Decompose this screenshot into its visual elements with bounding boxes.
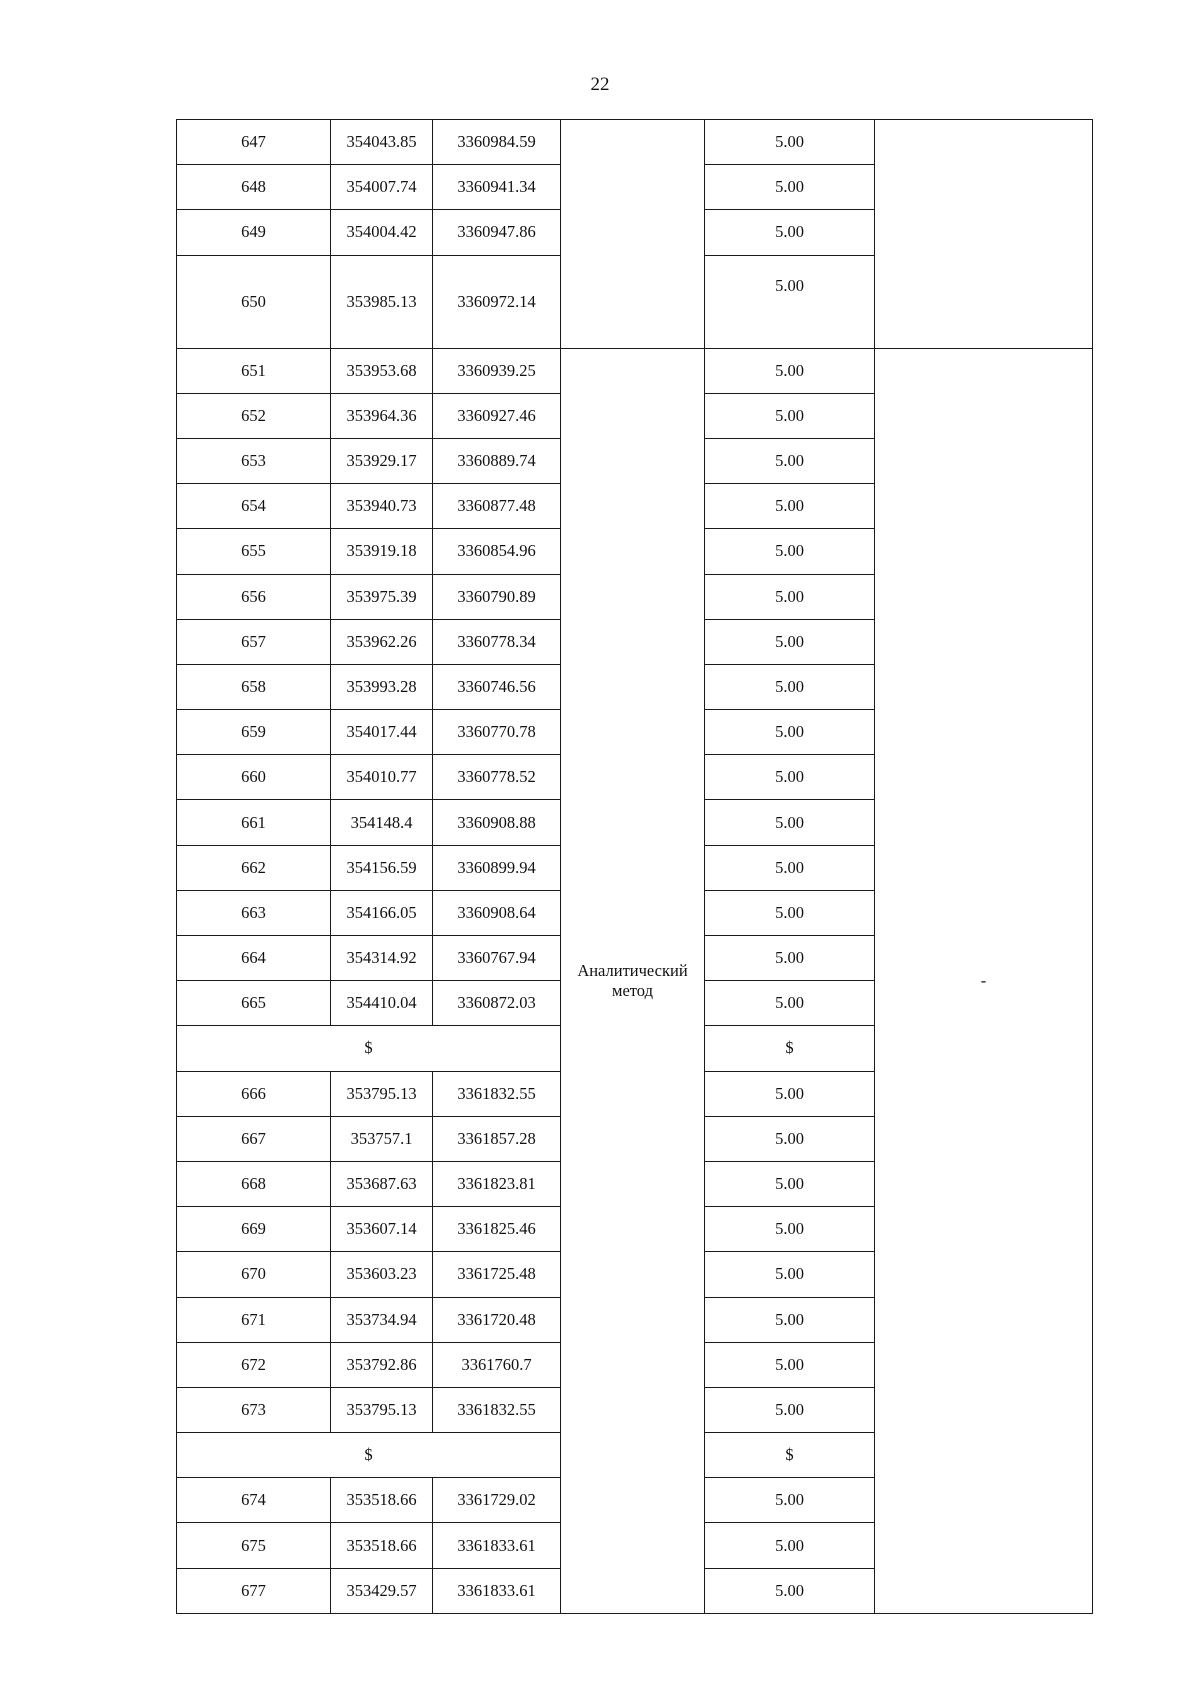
separator-cell: $ [177, 1433, 561, 1478]
point-number-cell: 657 [177, 619, 331, 664]
x-coordinate-cell: 354148.4 [331, 800, 433, 845]
coordinates-table [176, 119, 1093, 1614]
x-coordinate-cell: 353687.63 [331, 1161, 433, 1206]
x-coordinate-cell: 353953.68 [331, 348, 433, 393]
point-number-cell: 660 [177, 755, 331, 800]
y-coordinate-cell: 3360984.59 [433, 120, 561, 165]
value-cell: 5.00 [705, 348, 875, 393]
y-coordinate-cell: 3360872.03 [433, 981, 561, 1026]
value-cell: 5.00 [705, 165, 875, 210]
point-number-cell: 652 [177, 393, 331, 438]
value-cell: 5.00 [705, 1342, 875, 1387]
x-coordinate-cell: 354166.05 [331, 890, 433, 935]
value-cell: 5.00 [705, 1568, 875, 1613]
value-cell: 5.00 [705, 484, 875, 529]
separator-value-cell: $ [705, 1026, 875, 1071]
y-coordinate-cell: 3360778.34 [433, 619, 561, 664]
point-number-cell: 653 [177, 438, 331, 483]
point-number-cell: 648 [177, 165, 331, 210]
point-number-cell: 664 [177, 936, 331, 981]
x-coordinate-cell: 354004.42 [331, 210, 433, 255]
value-cell: 5.00 [705, 1071, 875, 1116]
value-cell: 5.00 [705, 755, 875, 800]
x-coordinate-cell: 353962.26 [331, 619, 433, 664]
x-coordinate-cell: 354017.44 [331, 710, 433, 755]
point-number-cell: 654 [177, 484, 331, 529]
y-coordinate-cell: 3360746.56 [433, 664, 561, 709]
separator-value-cell: $ [705, 1433, 875, 1478]
y-coordinate-cell: 3360767.94 [433, 936, 561, 981]
point-number-cell: 668 [177, 1161, 331, 1206]
value-cell: 5.00 [705, 1116, 875, 1161]
y-coordinate-cell: 3360908.64 [433, 890, 561, 935]
note-cell-empty [875, 120, 1093, 349]
method-cell-empty [561, 120, 705, 349]
y-coordinate-cell: 3361725.48 [433, 1252, 561, 1297]
point-number-cell: 658 [177, 664, 331, 709]
value-cell: 5.00 [705, 936, 875, 981]
y-coordinate-cell: 3360854.96 [433, 529, 561, 574]
point-number-cell: 659 [177, 710, 331, 755]
note-cell-dash: - [875, 348, 1093, 1613]
coordinates-table-container [176, 119, 1092, 1614]
point-number-cell: 651 [177, 348, 331, 393]
point-number-cell: 666 [177, 1071, 331, 1116]
y-coordinate-cell: 3361729.02 [433, 1478, 561, 1523]
x-coordinate-cell: 353975.39 [331, 574, 433, 619]
x-coordinate-cell: 353757.1 [331, 1116, 433, 1161]
y-coordinate-cell: 3361833.61 [433, 1523, 561, 1568]
point-number-cell: 650 [177, 255, 331, 348]
value-cell: 5.00 [705, 255, 875, 348]
value-cell: 5.00 [705, 1523, 875, 1568]
point-number-cell: 663 [177, 890, 331, 935]
x-coordinate-cell: 353993.28 [331, 664, 433, 709]
value-cell: 5.00 [705, 800, 875, 845]
x-coordinate-cell: 353792.86 [331, 1342, 433, 1387]
y-coordinate-cell: 3361720.48 [433, 1297, 561, 1342]
x-coordinate-cell: 353518.66 [331, 1523, 433, 1568]
point-number-cell: 665 [177, 981, 331, 1026]
value-cell: 5.00 [705, 574, 875, 619]
x-coordinate-cell: 354010.77 [331, 755, 433, 800]
point-number-cell: 671 [177, 1297, 331, 1342]
x-coordinate-cell: 354410.04 [331, 981, 433, 1026]
value-cell: 5.00 [705, 210, 875, 255]
x-coordinate-cell: 353929.17 [331, 438, 433, 483]
value-cell: 5.00 [705, 1207, 875, 1252]
x-coordinate-cell: 353964.36 [331, 393, 433, 438]
table-row [177, 120, 1093, 165]
point-number-cell: 656 [177, 574, 331, 619]
table-row [177, 348, 1093, 393]
value-cell: 5.00 [705, 1252, 875, 1297]
method-label-line2: метод [612, 980, 653, 1000]
x-coordinate-cell: 353985.13 [331, 255, 433, 348]
value-cell: 5.00 [705, 1297, 875, 1342]
method-cell [561, 348, 705, 1613]
y-coordinate-cell: 3361833.61 [433, 1568, 561, 1613]
method-label-line1: Аналитический [577, 960, 688, 980]
x-coordinate-cell: 353429.57 [331, 1568, 433, 1613]
point-number-cell: 673 [177, 1387, 331, 1432]
y-coordinate-cell: 3361832.55 [433, 1387, 561, 1432]
x-coordinate-cell: 353940.73 [331, 484, 433, 529]
point-number-cell: 674 [177, 1478, 331, 1523]
point-number-cell: 667 [177, 1116, 331, 1161]
x-coordinate-cell: 353919.18 [331, 529, 433, 574]
y-coordinate-cell: 3360972.14 [433, 255, 561, 348]
point-number-cell: 672 [177, 1342, 331, 1387]
value-cell: 5.00 [705, 438, 875, 483]
y-coordinate-cell: 3360877.48 [433, 484, 561, 529]
y-coordinate-cell: 3360889.74 [433, 438, 561, 483]
y-coordinate-cell: 3360941.34 [433, 165, 561, 210]
point-number-cell: 677 [177, 1568, 331, 1613]
value-cell: 5.00 [705, 619, 875, 664]
point-number-cell: 661 [177, 800, 331, 845]
y-coordinate-cell: 3360899.94 [433, 845, 561, 890]
separator-cell: $ [177, 1026, 561, 1071]
y-coordinate-cell: 3360927.46 [433, 393, 561, 438]
value-cell: 5.00 [705, 529, 875, 574]
page-number: 22 [590, 74, 610, 95]
y-coordinate-cell: 3360939.25 [433, 348, 561, 393]
x-coordinate-cell: 353607.14 [331, 1207, 433, 1252]
point-number-cell: 649 [177, 210, 331, 255]
value-cell: 5.00 [705, 1478, 875, 1523]
x-coordinate-cell: 353795.13 [331, 1071, 433, 1116]
point-number-cell: 669 [177, 1207, 331, 1252]
point-number-cell: 675 [177, 1523, 331, 1568]
x-coordinate-cell: 353603.23 [331, 1252, 433, 1297]
y-coordinate-cell: 3361823.81 [433, 1161, 561, 1206]
y-coordinate-cell: 3361760.7 [433, 1342, 561, 1387]
value-cell: 5.00 [705, 664, 875, 709]
x-coordinate-cell: 354043.85 [331, 120, 433, 165]
point-number-cell: 670 [177, 1252, 331, 1297]
point-number-cell: 647 [177, 120, 331, 165]
y-coordinate-cell: 3361857.28 [433, 1116, 561, 1161]
x-coordinate-cell: 353518.66 [331, 1478, 433, 1523]
value-cell: 5.00 [705, 393, 875, 438]
point-number-cell: 662 [177, 845, 331, 890]
y-coordinate-cell: 3361825.46 [433, 1207, 561, 1252]
y-coordinate-cell: 3360908.88 [433, 800, 561, 845]
y-coordinate-cell: 3360778.52 [433, 755, 561, 800]
x-coordinate-cell: 354314.92 [331, 936, 433, 981]
value-cell: 5.00 [705, 1161, 875, 1206]
value-cell: 5.00 [705, 710, 875, 755]
point-number-cell: 655 [177, 529, 331, 574]
value-cell: 5.00 [705, 1387, 875, 1432]
x-coordinate-cell: 353734.94 [331, 1297, 433, 1342]
x-coordinate-cell: 354007.74 [331, 165, 433, 210]
value-cell: 5.00 [705, 845, 875, 890]
y-coordinate-cell: 3361832.55 [433, 1071, 561, 1116]
value-cell: 5.00 [705, 120, 875, 165]
x-coordinate-cell: 354156.59 [331, 845, 433, 890]
y-coordinate-cell: 3360770.78 [433, 710, 561, 755]
x-coordinate-cell: 353795.13 [331, 1387, 433, 1432]
y-coordinate-cell: 3360947.86 [433, 210, 561, 255]
value-cell: 5.00 [705, 890, 875, 935]
coordinates-table-body [177, 120, 1093, 1614]
value-cell: 5.00 [705, 981, 875, 1026]
y-coordinate-cell: 3360790.89 [433, 574, 561, 619]
